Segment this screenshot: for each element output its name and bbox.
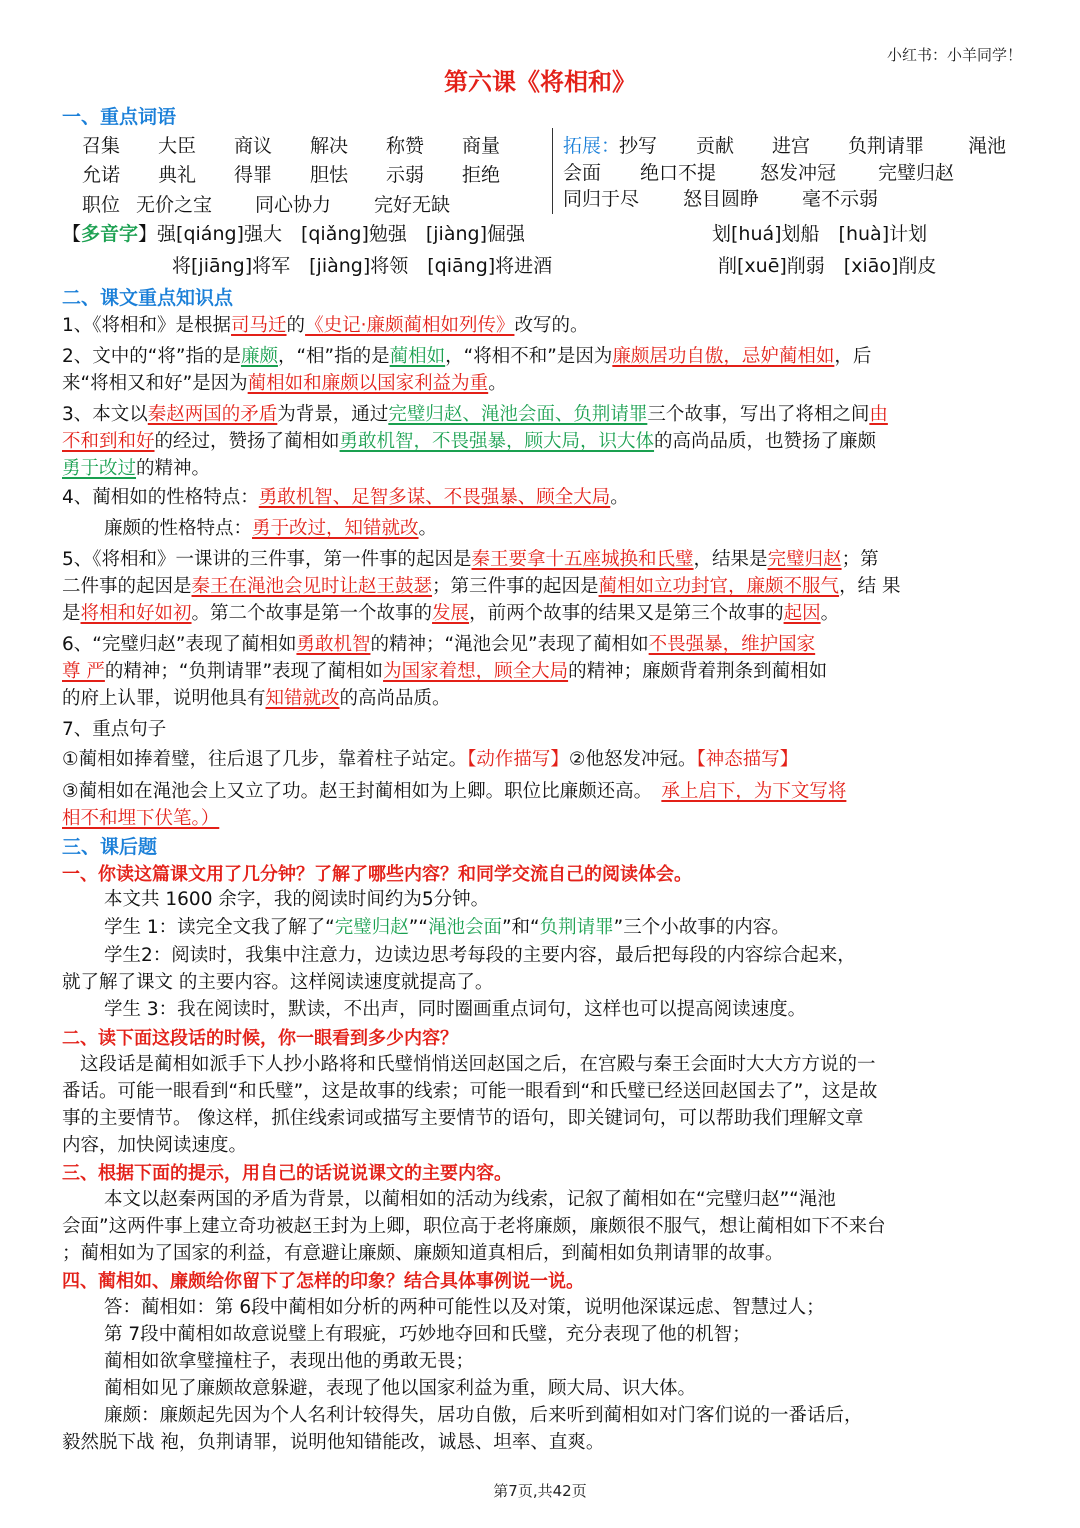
page-number: 第7页,共42页 bbox=[493, 1482, 587, 1500]
knowledge-2: 2、文中的“将”指的是廉颇，“相”指的是蔺相如，“将相不和”是因为廉颇居功自傲，忌妒蔺相如，后 来“将相又和好”是因为蔺相如和廉颇以国家利益为重。 bbox=[62, 346, 872, 394]
vocab-word: 商量 bbox=[462, 135, 501, 157]
vocab-word: 拒绝 bbox=[462, 164, 501, 186]
answer-line: 内容，加快阅读速度。 bbox=[62, 1135, 248, 1156]
vocab-word: 抄写 bbox=[619, 135, 658, 157]
vocab-word: 怒发冲冠 bbox=[760, 162, 837, 184]
answer-line: 本文以赵秦两国的矛盾为背景，以蔺相如的活动为线索，记叙了蔺相如在“完璧归赵”“渑池 bbox=[104, 1189, 836, 1210]
answer-line: 会面”这两件事上建立奇功被赵王封为上卿，职位高于老将廉颇，廉颇很不服气，想让蔺相如下不来台 bbox=[62, 1216, 886, 1237]
answer-line: 事的主要情节。 像这样，抓住线索词或描写主要情节的语句，即关键词句，可以帮助我们理解文章 bbox=[62, 1108, 864, 1129]
section-heading-vocab: 一、重点词语 bbox=[62, 106, 177, 128]
bracket: 【 bbox=[62, 223, 82, 245]
answer-line: 廉颇：廉颇起先因为个人名利计较得失，居功自傲，后来听到蔺相如对门客们说的一番话后， bbox=[104, 1405, 863, 1426]
vocab-word: 无价之宝 bbox=[136, 194, 213, 216]
page-title: 第六课《将相和》 bbox=[444, 68, 636, 96]
extension-label: 拓展： bbox=[563, 135, 621, 157]
vocab-word: 贡献 bbox=[696, 135, 735, 157]
knowledge-5: 5、《将相和》一课讲的三件事，第一件事的起因是秦王要拿十五座城换和氏璧，结果是完璧归赵；第 二件事的起因是秦王在渑池会见时让赵王鼓瑟；第三件事的起因是蔺相如立功封官，廉颇不服气，结 果 是将相和好如初。第二个故事是第一个故事的发展，前两个故事的结果又是第三个故事的起因。 bbox=[62, 549, 901, 624]
vocab-word: 绝口不提 bbox=[640, 162, 717, 184]
bracket: 】 bbox=[138, 223, 158, 245]
knowledge-7-title: 7、重点句子 bbox=[62, 719, 167, 740]
polyphone-row-2: 将[jiāng]将军 [jiàng]将领 [qiāng]将进酒 bbox=[172, 255, 553, 277]
answer-line: 就了解了课文 的主要内容。这样阅读速度就提高了。 bbox=[62, 972, 494, 993]
answer-line: 这段话是蔺相如派手下人抄小路将和氏璧悄悄送回赵国之后，在宫殿与秦王会面时大大方方说的一 bbox=[80, 1054, 876, 1075]
vocab-word: 进宫 bbox=[772, 135, 811, 157]
answer-line: 学生 1：读完全文我了解了“完璧归赵”“渑池会面”和“负荆请罪”三个小故事的内容。 bbox=[104, 917, 790, 938]
knowledge-6: 6、“完璧归赵”表现了蔺相如勇敢机智的精神；“渑池会见”表现了蔺相如不畏强暴，维护国家 尊 严的精神；“负荆请罪”表现了蔺相如为国家着想，顾全大局的精神；廉颇背着荆条到蔺相如 的府上认罪，说明他具有知错就改的高尚品质。 bbox=[62, 634, 828, 709]
vocab-word: 会面 bbox=[563, 162, 602, 184]
vocab-word: 召集 bbox=[82, 135, 121, 157]
polyphone-row-2-right: 削[xuē]削弱 [xiāo]削皮 bbox=[718, 255, 937, 277]
vocab-word: 称赞 bbox=[386, 135, 425, 157]
vocab-word: 完好无缺 bbox=[374, 194, 451, 216]
answer-line: 第 7段中蔺相如故意说璧上有瑕疵，巧妙地夺回和氏璧，充分表现了他的机智； bbox=[104, 1324, 751, 1345]
vocab-word: 典礼 bbox=[158, 164, 197, 186]
watermark: 小红书：小羊同学！ bbox=[886, 46, 1022, 64]
vocab-word: 负荆请罪 bbox=[848, 135, 925, 157]
answer-line: 学生 3：我在阅读时，默读，不出声，同时圈画重点词句，这样也可以提高阅读速度。 bbox=[104, 999, 807, 1020]
vocab-word: 职位 bbox=[82, 194, 121, 216]
vocab-word: 毫不示弱 bbox=[802, 188, 879, 210]
knowledge-3: 3、本文以秦赵两国的矛盾为背景，通过完璧归赵、渑池会面、负荆请罪三个故事，写出了将相之间由 不和到和好的经过，赞扬了蔺相如勇敢机智，不畏强暴，顾大局，识大体的高尚品质，也赞扬了廉颇 勇于改过的精神。 bbox=[62, 404, 888, 479]
knowledge-4b: 廉颇的性格特点：勇于改过，知错就改。 bbox=[104, 518, 438, 539]
vocab-word: 得罪 bbox=[234, 164, 273, 186]
answer-line: 本文共 1600 余字，我的阅读时间约为5分钟。 bbox=[104, 889, 490, 910]
polyphone-text: 强[qiáng]强大 [qiǎng]勉强 [jiàng]倔强 bbox=[157, 223, 525, 245]
vocab-divider bbox=[552, 128, 553, 214]
key-sentence-1: ①蔺相如捧着璧，往后退了几步，靠着柱子站定。【动作描写】②他怒发冲冠。【神态描写】 bbox=[62, 749, 799, 770]
polyphone-row-1 bbox=[62, 221, 525, 248]
answer-line: 蔺相如见了廉颇故意躲避，表现了他以国家利益为重，顾大局、识大体。 bbox=[104, 1378, 697, 1399]
answer-line: 蔺相如欲拿璧撞柱子，表现出他的勇敢无畏； bbox=[104, 1351, 475, 1372]
section-heading-exercises: 三、课后题 bbox=[62, 836, 158, 858]
vocab-word: 胆怯 bbox=[310, 164, 349, 186]
vocab-word: 允诺 bbox=[82, 164, 121, 186]
vocab-word: 同心协力 bbox=[255, 194, 332, 216]
vocab-word: 怒目圆睁 bbox=[683, 188, 760, 210]
answer-line: 答：蔺相如：第 6段中蔺相如分析的两种可能性以及对策，说明他深谋远虑、智慧过人； bbox=[104, 1297, 825, 1318]
vocab-word: 渑池 bbox=[968, 135, 1007, 157]
polyphone-row-1-right: 划[huá]划船 [huà]计划 bbox=[712, 223, 928, 245]
answer-line: 毅然脱下战 袍，负荆请罪，说明他知错能改，诚恳、坦率、直爽。 bbox=[62, 1432, 605, 1453]
question-3-title: 三、根据下面的提示，用自己的话说说课文的主要内容。 bbox=[62, 1163, 512, 1184]
vocab-word: 商议 bbox=[234, 135, 273, 157]
section-heading-knowledge: 二、课文重点知识点 bbox=[62, 287, 234, 309]
answer-line: 学生2：阅读时，我集中注意力，边读边思考每段的主要内容，最后把每段的内容综合起来， bbox=[104, 945, 856, 966]
vocab-word: 示弱 bbox=[386, 164, 425, 186]
vocab-word: 解决 bbox=[310, 135, 349, 157]
key-sentence-2: ③蔺相如在渑池会上又立了功。赵王封蔺相如为上卿。职位比廉颇还高。 承上启下，为下文写将 相不和埋下伏笔。） bbox=[62, 781, 847, 829]
vocab-word: 同归于尽 bbox=[563, 188, 640, 210]
vocab-word: 大臣 bbox=[158, 135, 197, 157]
vocab-word: 完璧归赵 bbox=[878, 162, 955, 184]
question-2-title: 二、读下面这段话的时候，你一眼看到多少内容？ bbox=[62, 1028, 458, 1049]
answer-line: ；蔺相如为了国家的利益，有意避让廉颇、廉颇知道真相后，到蔺相如负荆请罪的故事。 bbox=[62, 1243, 784, 1264]
question-4-title: 四、蔺相如、廉颇给你留下了怎样的印象？结合具体事例说一说。 bbox=[62, 1271, 584, 1292]
polyphone-label: 多音字 bbox=[81, 223, 139, 245]
knowledge-1: 1、《将相和》是根据司马迁的《史记·廉颇蔺相如列传》改写的。 bbox=[62, 315, 589, 336]
answer-line: 番话。可能一眼看到“和氏璧”，这是故事的线索；可能一眼看到“和氏璧已经送回赵国去了”，这是故 bbox=[62, 1081, 878, 1102]
knowledge-4: 4、蔺相如的性格特点：勇敢机智、足智多谋、不畏强暴、顾全大局。 bbox=[62, 487, 629, 508]
question-1-title: 一、你读这篇课文用了几分钟？了解了哪些内容？和同学交流自己的阅读体会。 bbox=[62, 864, 692, 885]
